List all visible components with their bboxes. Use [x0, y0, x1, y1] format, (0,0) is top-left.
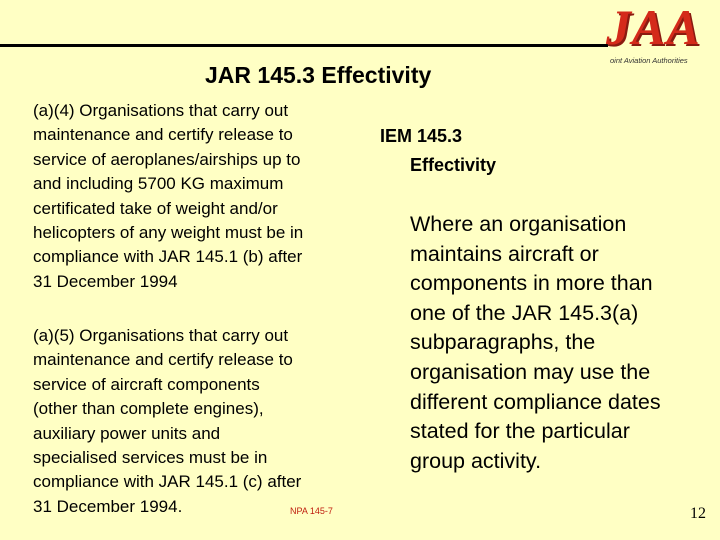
logo-subtitle: oint Aviation Authorities: [610, 56, 688, 65]
text-line: compliance with JAR 145.1 (c) after: [33, 472, 302, 492]
header-rule: [0, 44, 608, 47]
text-line: 31 December 1994: [33, 271, 178, 291]
text-line: certificated take of weight and/or: [33, 198, 278, 218]
text-line: group activity.: [410, 448, 542, 473]
text-line: different compliance dates: [410, 389, 661, 414]
text-line: (other than complete engines),: [33, 399, 264, 419]
text-line: compliance with JAR 145.1 (b) after: [33, 247, 303, 267]
iem-body: [410, 210, 710, 476]
text-line: stated for the particular: [410, 419, 630, 444]
text-line: Where an organisation: [410, 212, 627, 236]
iem-heading-line: IEM 145.3: [380, 126, 463, 146]
text-line: 31 December 1994.: [33, 496, 183, 516]
text-line: helicopters of any weight must be in: [33, 223, 304, 243]
npa-reference: NPA 145-7: [290, 506, 333, 516]
text-line: (a)(4) Organisations that carry out: [33, 101, 289, 120]
text-line: organisation may use the: [410, 359, 651, 384]
text-line: one of the JAR 145.3(a): [410, 300, 639, 325]
paragraph-a4: [33, 99, 363, 294]
text-line: maintenance and certify release to: [33, 125, 293, 145]
text-line: auxiliary power units and: [33, 423, 221, 443]
slide-title: JAR 145.3 Effectivity: [205, 62, 432, 88]
iem-heading-line: Effectivity: [410, 155, 497, 175]
text-line: and including 5700 KG maximum: [33, 174, 284, 194]
text-line: service of aircraft components: [33, 374, 260, 394]
text-line: subparagraphs, the: [410, 330, 596, 355]
text-line: maintains aircraft or: [410, 241, 599, 266]
text-line: specialised services must be in: [33, 448, 268, 468]
text-line: components in more than: [410, 271, 653, 296]
page-number: 12: [690, 505, 706, 522]
paragraph-a5: [33, 324, 363, 519]
text-line: maintenance and certify release to: [33, 350, 293, 370]
jaa-logo: JAA: [606, 0, 701, 55]
iem-heading: [380, 122, 496, 180]
text-line: service of aeroplanes/airships up to: [33, 149, 301, 169]
text-line: (a)(5) Organisations that carry out: [33, 326, 289, 345]
